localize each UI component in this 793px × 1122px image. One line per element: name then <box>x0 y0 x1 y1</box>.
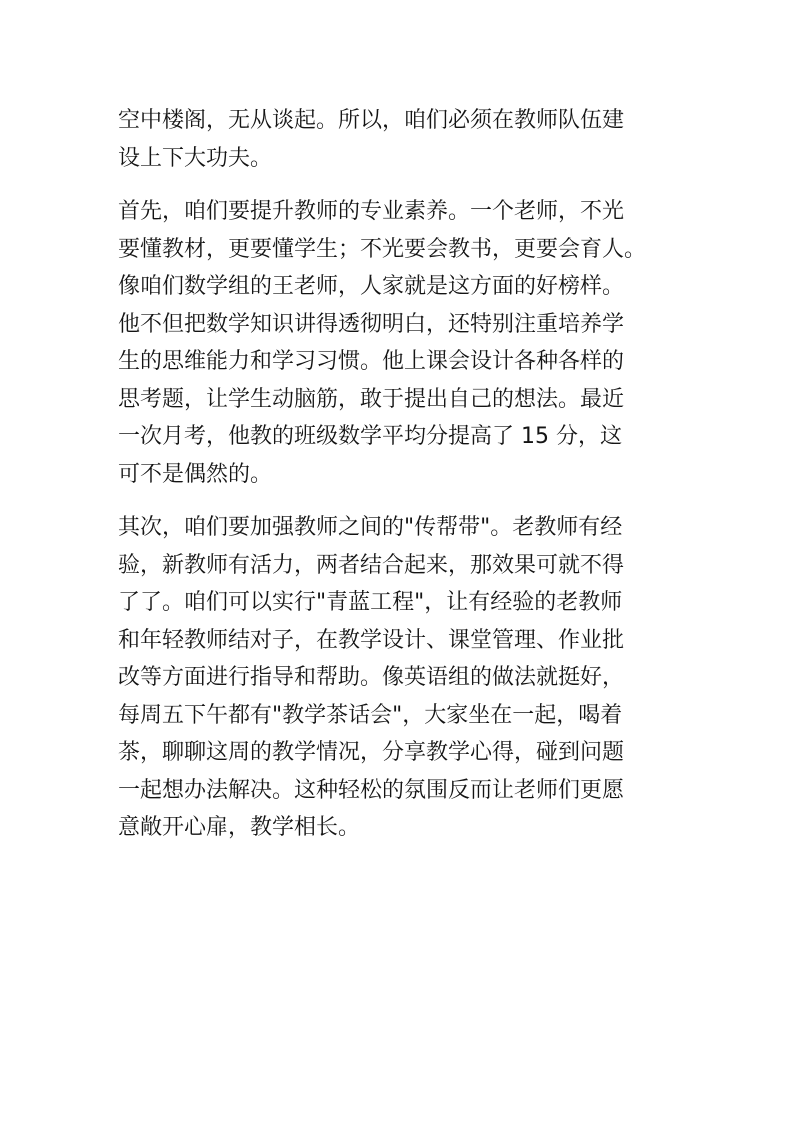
text-line: 首先，咱们要提升教师的专业素养。一个老师，不光 <box>118 199 625 224</box>
text-line: 思考题，让学生动脑筋，敢于提出自己的想法。最近 <box>118 386 625 412</box>
text-line: 其次，咱们要加强教师之间的"传帮带"。老教师有经 <box>118 515 623 540</box>
text-line: 意敞开心扉，教学相长。 <box>118 815 361 840</box>
paragraph-2 <box>118 193 678 493</box>
text-line: 他不但把数学知识讲得透彻明白，还特别注重培养学 <box>118 311 625 337</box>
text-line: 一次月考，他教的班级数学平均分提高了 15 分，这 <box>118 424 622 449</box>
text-line: 改等方面进行指导和帮助。像英语组的做法就挺好， <box>118 665 625 690</box>
text-line: 和年轻教师结对子，在教学设计、课堂管理、作业批 <box>118 627 625 653</box>
text-line: 生的思维能力和学习习惯。他上课会设计各种各样的 <box>118 349 625 374</box>
document-body <box>118 102 678 863</box>
text-line: 要懂教材，更要懂学生；不光要会教书，更要会育人。 <box>118 236 647 262</box>
paragraph-3 <box>118 509 678 847</box>
text-line: 每周五下午都有"教学茶话会"，大家坐在一起，喝着 <box>118 702 623 728</box>
text-line: 设上下大功夫。 <box>118 145 273 171</box>
text-line: 可不是偶然的。 <box>118 461 273 487</box>
text-line: 空中楼阁，无从谈起。所以，咱们必须在教师队伍建 <box>118 108 625 133</box>
paragraph-1 <box>118 102 678 177</box>
text-line: 像咱们数学组的王老师，人家就是这方面的好榜样。 <box>118 274 625 299</box>
text-line: 茶，聊聊这周的教学情况，分享教学心得，碰到问题 <box>118 740 625 765</box>
text-line: 一起想办法解决。这种轻松的氛围反而让老师们更愿 <box>118 777 625 803</box>
text-line: 验，新教师有活力，两者结合起来，那效果可就不得 <box>118 552 625 578</box>
text-line: 了了。咱们可以实行"青蓝工程"，让有经验的老教师 <box>118 590 623 615</box>
